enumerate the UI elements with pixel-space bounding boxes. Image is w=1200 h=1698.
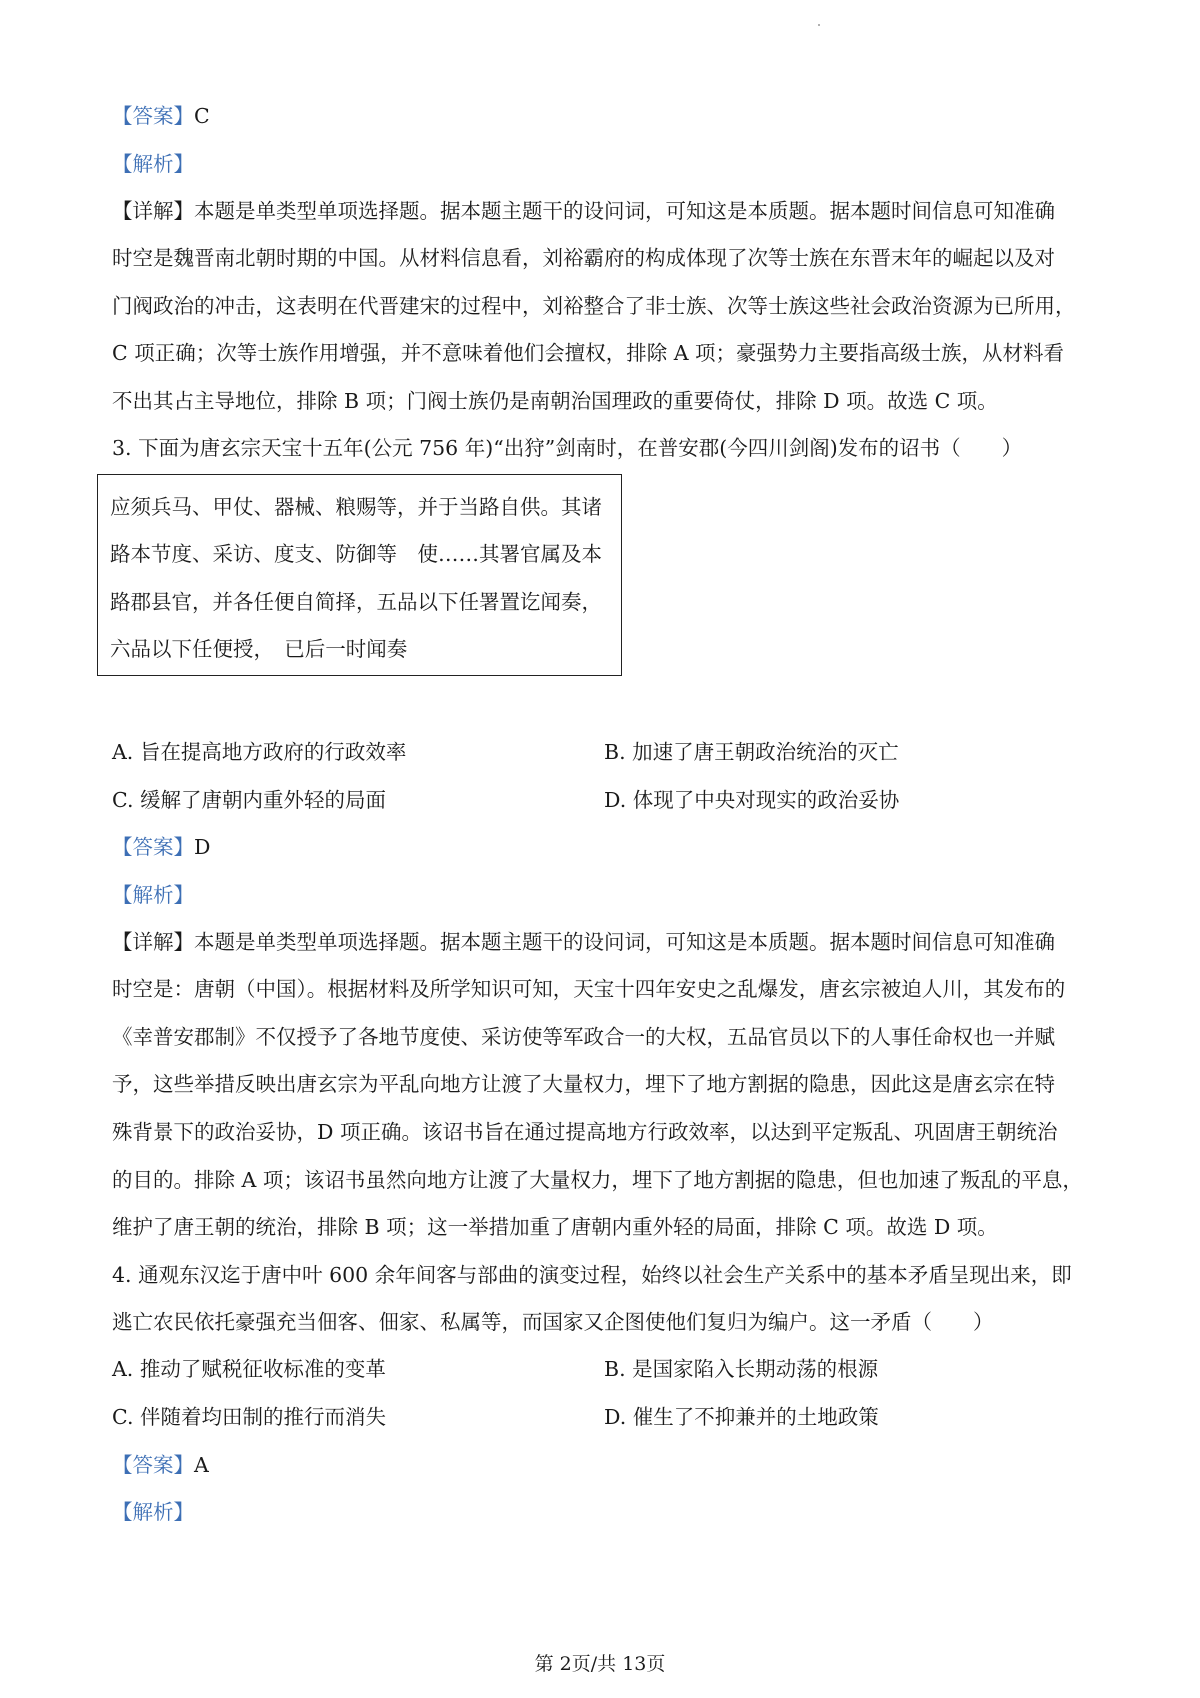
q2-answer-line [112,102,1102,130]
q3-answer-value: D [194,835,211,859]
q2-detail-text-1: 本题是单类型单项选择题。据本题主题干的设问词，可知这是本质题。据本题时间信息可知准确 [194,199,1055,223]
q3-analysis-label: 【解析】 [112,883,194,907]
page-footer: 第 2页/共 13页 [534,1653,666,1675]
q2-analysis-label: 【解析】 [112,152,194,176]
q3-answer-line [112,833,1102,861]
q4-stem-line-1: 4. 通观东汉迄于唐中叶 600 余年间客与部曲的演变过程，始终以社会生产关系中的基本矛盾呈现出来，即 [112,1263,1072,1287]
q4-option-a[interactable]: A. 推动了赋税征收标准的变革 [112,1357,386,1381]
q2-detail-line-4: C 项正确；次等士族作用增强，并不意味着他们会擅权，排除 A 项；豪强势力主要指高级士族，从材料看 [112,341,1065,365]
q3-option-b[interactable]: B. 加速了唐王朝政治统治的灭亡 [604,740,899,764]
q3-material-line-4: 六品以下任便授， 已后一时闻奏 [110,637,408,661]
q4-stem-line-2: 逃亡农民依托豪强充当佃客、佃家、私属等，而国家又企图使他们复归为编户。这一矛盾（ ） [112,1310,994,1334]
q3-option-d[interactable]: D. 体现了中央对现实的政治妥协 [604,788,900,812]
q2-detail-line-3: 门阀政治的冲击，这表明在代晋建宋的过程中，刘裕整合了非士族、次等士族这些社会政治资源为已所用， [112,294,1076,318]
scan-dot [818,24,820,26]
q3-detail-line-4: 予，这些举措反映出唐玄宗为平乱向地方让渡了大量权力，埋下了地方割据的隐患，因此这是唐玄宗在特 [112,1072,1055,1096]
q3-detail-line-6: 的目的。排除 A 项；该诏书虽然向地方让渡了大量权力，埋下了地方割据的隐患，但也加速了叛乱的平息， [112,1168,1083,1192]
q3-detail-text-1: 本题是单类型单项选择题。据本题主题干的设问词，可知这是本质题。据本题时间信息可知准确 [194,930,1055,954]
q3-detail-line-2: 时空是：唐朝（中国）。根据材料及所学知识可知，天宝十四年安史之乱爆发，唐玄宗被迫人川，其发布的 [112,977,1066,1001]
q3-stem: 3. 下面为唐玄宗天宝十五年(公元 756 年)“出狩”剑南时，在普安郡(今四川剑阁)发布的诏书（ ） [112,436,1023,460]
q3-detail-label: 【详解】 [112,930,194,954]
q3-material-box [97,474,622,676]
q3-answer-label: 【答案】 [112,835,194,859]
q2-detail-line-5: 不出其占主导地位，排除 B 项；门阀士族仍是南朝治国理政的重要倚仗，排除 D 项。故选 C 项。 [112,389,998,413]
q4-analysis-label: 【解析】 [112,1500,194,1524]
q4-option-c[interactable]: C. 伴随着均田制的推行而消失 [112,1405,386,1429]
q4-answer-value: A [194,1453,209,1477]
q2-answer-value: C [194,104,210,128]
q3-detail-line-3: 《幸普安郡制》不仅授予了各地节度使、采访使等军政合一的大权，五品官员以下的人事任命权也一并赋 [112,1025,1055,1049]
q2-detail-line-1 [112,197,1102,225]
q2-detail-line-2: 时空是魏晋南北朝时期的中国。从材料信息看，刘裕霸府的构成体现了次等士族在东晋末年的崛起以及对 [112,246,1055,270]
q3-detail-line-7: 维护了唐王朝的统治，排除 B 项；这一举措加重了唐朝内重外轻的局面，排除 C 项。故选 D 项。 [112,1215,998,1239]
q4-option-b[interactable]: B. 是国家陷入长期动荡的根源 [604,1357,879,1381]
q3-option-c[interactable]: C. 缓解了唐朝内重外轻的局面 [112,788,386,812]
q3-material-line-2: 路本节度、采访、度支、防御等 使……其署官属及本 [110,542,602,566]
q3-material-line-1: 应须兵马、甲仗、器械、粮赐等，并于当路自供。其诸 [110,495,602,519]
q4-option-d[interactable]: D. 催生了不抑兼并的土地政策 [604,1405,879,1429]
q3-detail-line-5: 殊背景下的政治妥协，D 项正确。该诏书旨在通过提高地方行政效率，以达到平定叛乱、巩固唐王朝统治 [112,1120,1058,1144]
q3-option-a[interactable]: A. 旨在提高地方政府的行政效率 [112,740,407,764]
q2-detail-label: 【详解】 [112,199,194,223]
q3-detail-line-1 [112,928,1102,956]
q3-material-line-3: 路郡县官，并各任便自简择，五品以下任署置讫闻奏， [110,590,602,614]
q4-answer-label: 【答案】 [112,1453,194,1477]
q4-answer-line [112,1451,1102,1479]
q2-answer-label: 【答案】 [112,104,194,128]
